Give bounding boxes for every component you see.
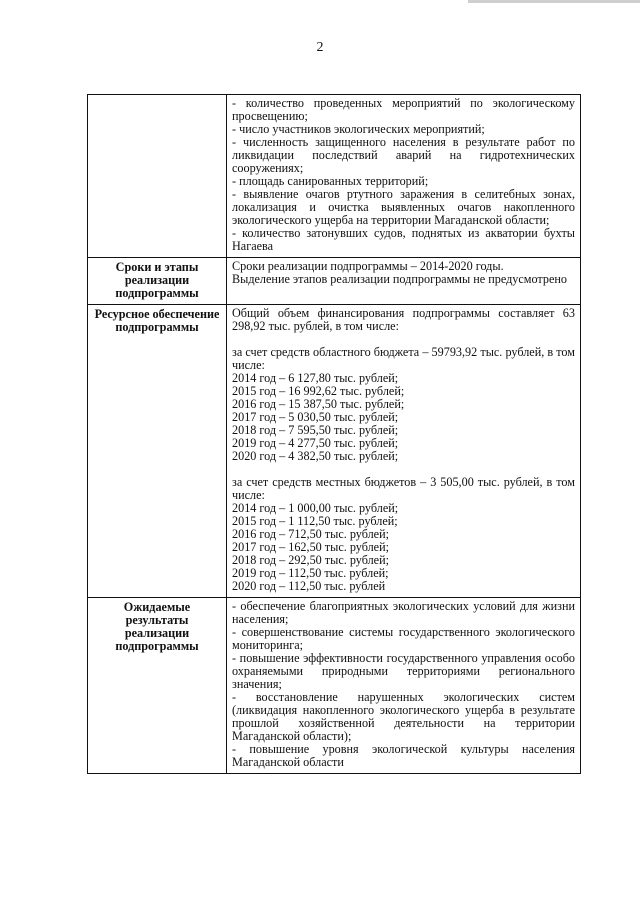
indicator-item: - число участников экологических мероприятий; <box>232 122 485 136</box>
regional-year-line: 2018 год – 7 595,50 тыс. рублей; <box>232 423 399 437</box>
resources-total: Общий объем финансирования подпрограммы составляет 63 298,92 тыс. рублей, в том числе: <box>232 306 575 333</box>
local-budget-intro: за счет средств местных бюджетов – 3 505,00 тыс. рублей, в том числе: <box>232 475 575 502</box>
regional-year-line: 2017 год – 5 030,50 тыс. рублей; <box>232 410 399 424</box>
local-year-line: 2015 год – 1 112,50 тыс. рублей; <box>232 514 398 528</box>
timing-line: Сроки реализации подпрограммы – 2014-2020 годы. <box>232 259 504 273</box>
local-year-line: 2017 год – 162,50 тыс. рублей; <box>232 540 389 554</box>
timing-label-cell: Сроки и этапы реализации подпрограммы <box>88 258 227 305</box>
table-row-indicators <box>88 95 581 258</box>
results-label-cell: Ожидаемые результаты реализации подпрограммы <box>88 598 227 774</box>
indicator-item: - численность защищенного населения в результате работ по ликвидации последствий аварий на гидротехнических сооружениях; <box>232 135 575 175</box>
regional-year-line: 2020 год – 4 382,50 тыс. рублей; <box>232 449 399 463</box>
result-item: - повышение эффективности государственного управления особо охраняемыми природными территориями регионального значения; <box>232 651 575 691</box>
timing-line: Выделение этапов реализации подпрограммы не предусмотрено <box>232 272 568 286</box>
local-year-line: 2020 год – 112,50 тыс. рублей <box>232 579 386 593</box>
results-content-cell <box>227 598 581 774</box>
regional-year-line: 2014 год – 6 127,80 тыс. рублей; <box>232 371 399 385</box>
local-year-line: 2016 год – 712,50 тыс. рублей; <box>232 527 389 541</box>
result-item: - обеспечение благоприятных экологических условий для жизни населения; <box>232 599 575 626</box>
table-row-timing <box>88 258 581 305</box>
result-item: - восстановление нарушенных экологических систем (ликвидация накопленного экологического ущерба в результате прошлой хозяйственной деятельности на территории Магаданской области); <box>232 690 575 743</box>
passport-table <box>87 94 581 774</box>
indicator-item: - количество проведенных мероприятий по экологическому просвещению; <box>232 96 575 123</box>
regional-budget-intro: за счет средств областного бюджета – 59793,92 тыс. рублей, в том числе: <box>232 345 575 372</box>
indicator-item: - выявление очагов ртутного заражения в селитебных зонах, локализация и очистка выявленных очагов накопленного экологического ущерба на территории Магаданской области; <box>232 187 575 227</box>
regional-year-line: 2015 год – 16 992,62 тыс. рублей; <box>232 384 405 398</box>
scan-edge-mark <box>468 0 640 3</box>
indicator-item: - количество затонувших судов, поднятых из акватории бухты Нагаева <box>232 226 575 253</box>
timing-content-cell <box>227 258 581 305</box>
resources-label-cell: Ресурсное обеспечение подпрограммы <box>88 305 227 598</box>
local-year-line: 2014 год – 1 000,00 тыс. рублей; <box>232 501 399 515</box>
table-row-results <box>88 598 581 774</box>
indicator-item: - площадь санированных территорий; <box>232 174 429 188</box>
result-item: - совершенствование системы государственного экологического мониторинга; <box>232 625 575 652</box>
regional-year-line: 2016 год – 15 387,50 тыс. рублей; <box>232 397 405 411</box>
regional-year-line: 2019 год – 4 277,50 тыс. рублей; <box>232 436 399 450</box>
indicators-label-cell <box>88 95 227 258</box>
indicators-content-cell <box>227 95 581 258</box>
local-year-line: 2018 год – 292,50 тыс. рублей; <box>232 553 389 567</box>
local-year-line: 2019 год – 112,50 тыс. рублей; <box>232 566 389 580</box>
resources-content-cell <box>227 305 581 598</box>
page-number: 2 <box>316 40 324 55</box>
result-item: - повышение уровня экологической культуры населения Магаданской области <box>232 742 575 769</box>
table-row-resources <box>88 305 581 598</box>
